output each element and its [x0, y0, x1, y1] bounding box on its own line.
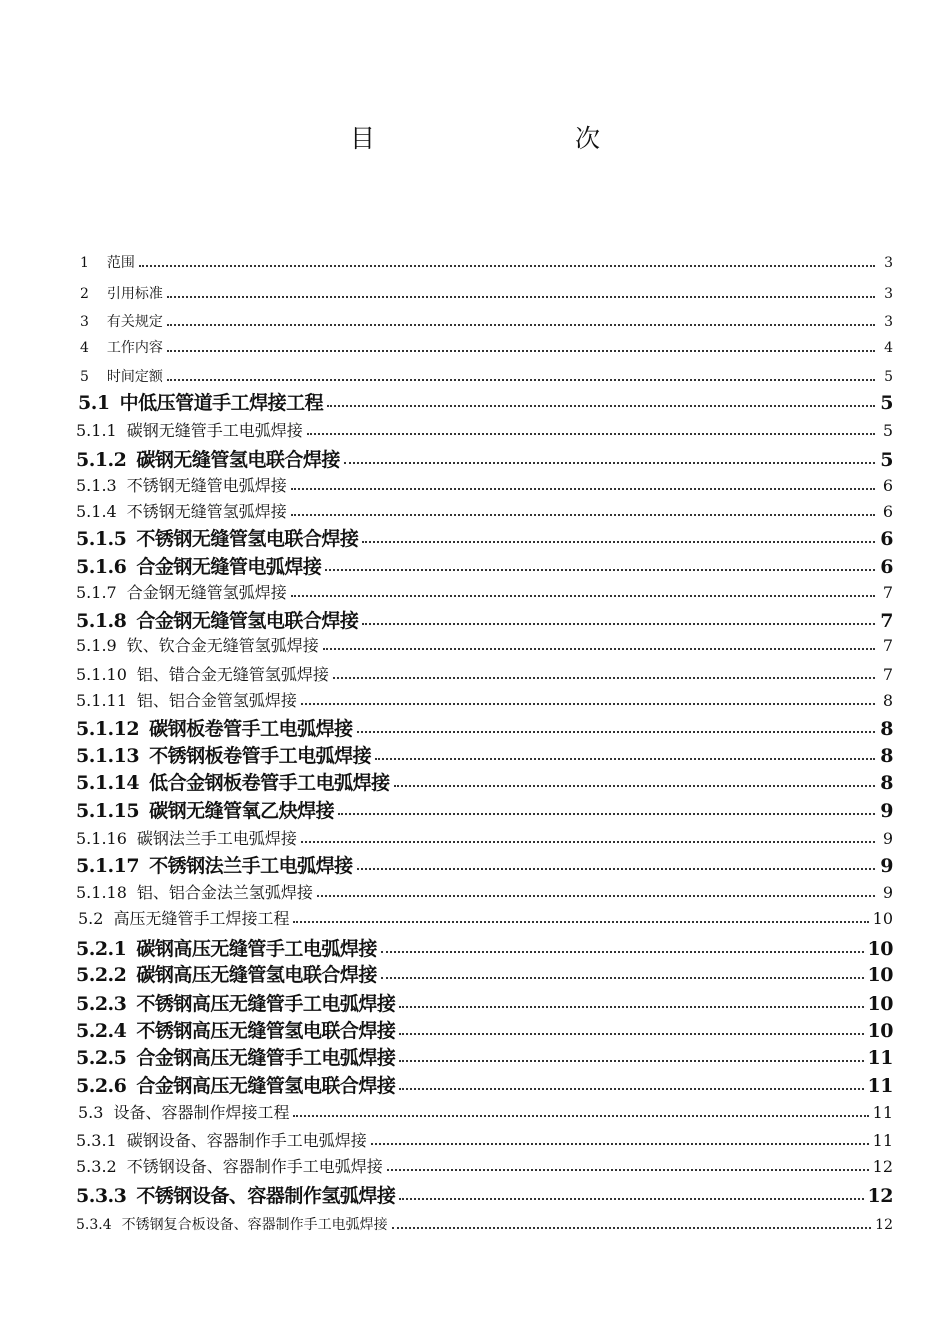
toc-entry [70, 1071, 893, 1098]
toc-entry-label: 碳钢设备、容器制作手工电弧焊接 [126, 1131, 367, 1150]
toc-entry-label: 引用标准 [106, 286, 163, 302]
toc-entry-label: 中低压管道手工焊接工程 [119, 392, 324, 414]
toc-entry-page: 9 [880, 800, 893, 822]
toc-entry-page: 7 [882, 665, 893, 684]
toc-entry [70, 714, 893, 741]
toc-entry [70, 989, 893, 1016]
toc-entry [70, 311, 893, 331]
toc-entry-label: 低合金钢板卷管手工电弧焊接 [149, 772, 390, 794]
toc-entry-number: 5.1.17 [76, 855, 140, 877]
toc-entry-number: 5.1.3 [76, 476, 117, 495]
toc-entry [70, 524, 893, 551]
toc-entry-number: 5.3 [78, 1103, 104, 1122]
toc-entry-label: 不锈钢板卷管手工电弧焊接 [149, 745, 372, 767]
toc-entry-number: 5.1.2 [76, 449, 127, 471]
toc-entry-number: 5.2.2 [76, 964, 127, 986]
toc-entry-number: 5.1.6 [76, 556, 127, 578]
toc-entry-label: 碳钢高压无缝管手工电弧焊接 [136, 938, 377, 960]
toc-entry [70, 552, 893, 579]
toc-entry-page: 11 [872, 1131, 893, 1150]
toc-dot-leader [293, 921, 868, 923]
toc-dot-leader [387, 1169, 869, 1171]
toc-entry-page: 5 [880, 449, 893, 471]
toc-entry-label: 铝、铝合金法兰氢弧焊接 [136, 883, 313, 902]
toc-entry [70, 688, 893, 711]
toc-entry-page: 3 [884, 286, 893, 302]
toc-dot-leader [317, 895, 875, 897]
page-title: 目 次 [350, 124, 696, 153]
toc-entry [70, 934, 893, 961]
toc-entry [70, 1181, 893, 1208]
toc-entry-number: 5.1.10 [76, 665, 127, 684]
toc-dot-leader [301, 841, 875, 843]
toc-entry-number: 5.3.3 [76, 1185, 127, 1207]
toc-entry-number: 5.1.14 [76, 772, 140, 794]
toc-dot-leader [357, 868, 875, 870]
toc-entry-page: 7 [880, 610, 893, 632]
toc-entry-page: 5 [884, 369, 893, 385]
toc-entry-page: 9 [882, 829, 893, 848]
toc-entry-label: 不锈钢复合板设备、容器制作手工电弧焊接 [121, 1217, 388, 1233]
toc-entry-page: 12 [872, 1157, 893, 1176]
toc-dot-leader [381, 951, 864, 953]
toc-entry-page: 8 [880, 718, 893, 740]
toc-entry [70, 741, 893, 768]
toc-entry-label: 设备、容器制作焊接工程 [113, 1103, 290, 1122]
toc-entry [70, 445, 893, 472]
toc-dot-leader [333, 677, 875, 679]
toc-entry-number: 5.1.1 [76, 421, 117, 440]
toc-entry-number: 5.1 [78, 392, 110, 414]
toc-entry-label: 碳钢无缝管氧乙炔焊接 [149, 800, 335, 822]
toc-dot-leader [392, 1227, 872, 1229]
toc-dot-leader [293, 1115, 868, 1117]
toc-entry-label: 钦、钦合金无缝管氢弧焊接 [126, 636, 319, 655]
toc-entry-number: 5.2.1 [76, 938, 127, 960]
toc-entry-number: 5.1.13 [76, 745, 140, 767]
toc-dot-leader [323, 648, 875, 650]
toc-entry [70, 1100, 893, 1123]
toc-entry-page: 9 [882, 883, 893, 902]
toc-entry [70, 906, 893, 929]
toc-entry-label: 不锈钢无缝管氢电联合焊接 [136, 528, 359, 550]
toc-entry-label: 碳钢无缝管手工电弧焊接 [126, 421, 303, 440]
toc-dot-leader [291, 595, 875, 597]
toc-entry-number: 5.1.8 [76, 610, 127, 632]
toc-entry-label: 合金钢无缝管氢电联合焊接 [136, 610, 359, 632]
toc-entry-page: 6 [880, 528, 893, 550]
toc-entry-page: 4 [884, 340, 893, 356]
toc-entry-number: 5.1.4 [76, 502, 117, 521]
toc-entry-label: 不锈钢设备、容器制作手工电弧焊接 [126, 1157, 383, 1176]
toc-entry-label: 合金钢无缝管电弧焊接 [136, 556, 322, 578]
toc-entry [70, 960, 893, 987]
toc-entry [70, 633, 893, 656]
toc-entry-label: 合金钢高压无缝管手工电弧焊接 [136, 1047, 396, 1069]
toc-entry-page: 8 [880, 745, 893, 767]
toc-entry-label: 不锈钢无缝管电弧焊接 [126, 476, 287, 495]
toc-dot-leader [167, 324, 875, 326]
toc-entry-label: 碳钢法兰手工电弧焊接 [136, 829, 297, 848]
toc-entry-label: 合金钢高压无缝管氢电联合焊接 [136, 1075, 396, 1097]
toc-entry-label: 工作内容 [106, 340, 163, 356]
toc-entry [70, 768, 893, 795]
toc-dot-leader [291, 514, 875, 516]
toc-entry-page: 3 [884, 255, 893, 271]
toc-entry-page: 6 [882, 476, 893, 495]
toc-entry-page: 3 [884, 314, 893, 330]
toc-entry-page: 8 [882, 691, 893, 710]
toc-entry-number: 5.1.11 [76, 691, 127, 710]
toc-entry-number: 3 [80, 314, 89, 330]
toc-entry-page: 8 [880, 772, 893, 794]
toc-entry-page: 10 [867, 964, 893, 986]
toc-entry-label: 铝、铝合金管氢弧焊接 [136, 691, 297, 710]
toc-entry-label: 碳钢板卷管手工电弧焊接 [149, 718, 353, 740]
toc-entry [70, 283, 893, 303]
toc-entry-page: 7 [882, 636, 893, 655]
toc-dot-leader [301, 703, 875, 705]
toc-entry-page: 5 [882, 421, 893, 440]
toc-entry-label: 高压无缝管手工焊接工程 [113, 909, 290, 928]
toc-entry-page: 7 [882, 583, 893, 602]
toc-dot-leader [344, 462, 875, 464]
toc-entry-label: 范围 [106, 255, 135, 271]
toc-entry [70, 366, 893, 386]
toc-entry-number: 5.3.4 [76, 1217, 112, 1233]
toc-entry [70, 606, 893, 633]
toc-entry-number: 1 [80, 255, 89, 271]
toc-entry-number: 5.3.2 [76, 1157, 117, 1176]
toc-entry [70, 473, 893, 496]
toc-entry [70, 796, 893, 823]
toc-entry-number: 5.1.18 [76, 883, 127, 902]
toc-entry [70, 499, 893, 522]
toc-dot-leader [338, 813, 875, 815]
toc-entry [70, 1016, 893, 1043]
toc-entry-number: 5.1.16 [76, 829, 127, 848]
toc-dot-leader [375, 758, 875, 760]
toc-entry-label: 不锈钢设备、容器制作氢弧焊接 [136, 1185, 396, 1207]
toc-entry-label: 铝、错合金无缝管氢弧焊接 [136, 665, 329, 684]
toc-entry-label: 不锈钢法兰手工电弧焊接 [149, 855, 353, 877]
toc-dot-leader [167, 379, 875, 381]
toc-entry [70, 1214, 893, 1234]
toc-entry-label: 不锈钢无缝管氢弧焊接 [126, 502, 287, 521]
toc-entry [70, 1128, 893, 1151]
toc-entry-page: 10 [867, 993, 893, 1015]
toc-entry-page: 12 [875, 1217, 893, 1233]
toc-entry-page: 10 [867, 1020, 893, 1042]
toc-entry [70, 252, 893, 272]
toc-entry-number: 5.1.5 [76, 528, 127, 550]
toc-entry-number: 5.2.4 [76, 1020, 127, 1042]
toc-entry-label: 碳钢高压无缝管氢电联合焊接 [136, 964, 377, 986]
toc-entry-number: 5.1.7 [76, 583, 117, 602]
toc-entry-number: 5.2 [78, 909, 104, 928]
toc-entry [70, 826, 893, 849]
toc-entry-page: 6 [880, 556, 893, 578]
toc-entry-page: 11 [872, 1103, 893, 1122]
toc-entry [70, 388, 893, 415]
toc-dot-leader [139, 265, 875, 267]
toc-dot-leader [167, 296, 875, 298]
toc-entry-label: 不锈钢高压无缝管手工电弧焊接 [136, 993, 396, 1015]
toc-entry-page: 10 [872, 909, 893, 928]
toc-dot-leader [357, 731, 875, 733]
toc-entry [70, 1043, 893, 1070]
toc-entry [70, 1154, 893, 1177]
toc-entry [70, 851, 893, 878]
toc-entry [70, 580, 893, 603]
toc-entry-number: 5.1.9 [76, 636, 117, 655]
toc-dot-leader [327, 405, 875, 407]
toc-dot-leader [362, 623, 875, 625]
toc-dot-leader [291, 488, 875, 490]
toc-entry-page: 11 [867, 1075, 893, 1097]
toc-entry-page: 6 [882, 502, 893, 521]
toc-entry-number: 5 [80, 369, 89, 385]
toc-entry-number: 5.3.1 [76, 1131, 117, 1150]
toc-entry-number: 5.2.3 [76, 993, 127, 1015]
toc-entry-label: 碳钢无缝管氢电联合焊接 [136, 449, 340, 471]
toc-dot-leader [167, 350, 875, 352]
toc-entry [70, 418, 893, 441]
toc-entry-page: 5 [880, 392, 893, 414]
toc-dot-leader [325, 569, 875, 571]
toc-entry-label: 时间定额 [106, 369, 163, 385]
toc-entry-number: 2 [80, 286, 89, 302]
toc-entry-label: 不锈钢高压无缝管氢电联合焊接 [136, 1020, 396, 1042]
toc-dot-leader [307, 433, 875, 435]
toc-entry-number: 4 [80, 340, 89, 356]
toc-entry [70, 337, 893, 357]
toc-dot-leader [394, 785, 875, 787]
toc-entry-number: 5.1.12 [76, 718, 140, 740]
toc-dot-leader [371, 1143, 869, 1145]
toc-entry-label: 合金钢无缝管氢弧焊接 [126, 583, 287, 602]
toc-dot-leader [399, 1088, 863, 1090]
toc-entry [70, 880, 893, 903]
toc-entry-number: 5.2.6 [76, 1075, 127, 1097]
toc-entry-number: 5.2.5 [76, 1047, 127, 1069]
toc-entry-page: 11 [867, 1047, 893, 1069]
toc-dot-leader [362, 541, 875, 543]
toc-dot-leader [399, 1033, 863, 1035]
toc-dot-leader [399, 1006, 863, 1008]
toc-dot-leader [381, 977, 864, 979]
toc-dot-leader [399, 1198, 863, 1200]
toc-entry-label: 有关规定 [106, 314, 163, 330]
toc-entry-number: 5.1.15 [76, 800, 140, 822]
toc-entry-page: 10 [867, 938, 893, 960]
toc-dot-leader [399, 1060, 863, 1062]
toc-entry-page: 12 [867, 1185, 893, 1207]
toc-entry [70, 662, 893, 685]
toc-entry-page: 9 [880, 855, 893, 877]
